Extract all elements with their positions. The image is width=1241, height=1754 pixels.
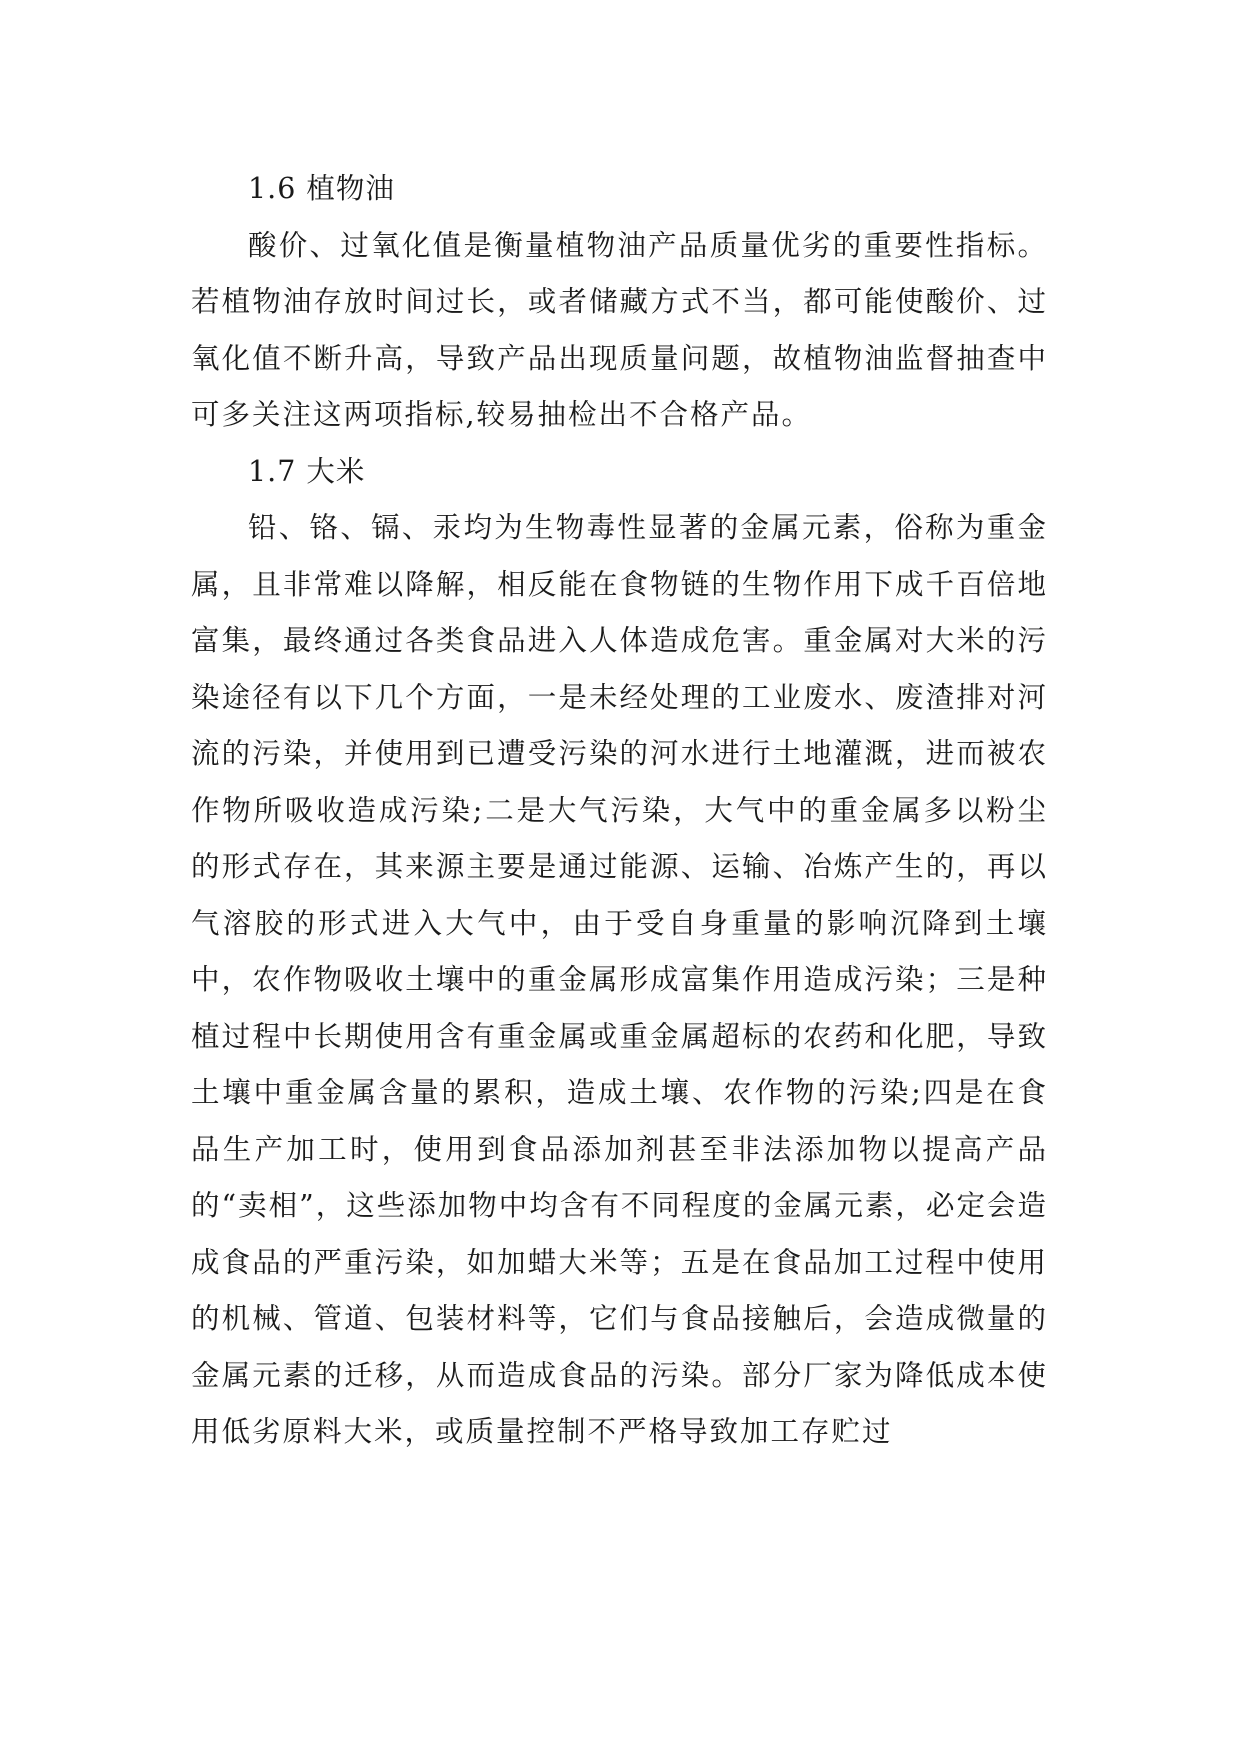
paragraph-rice-heavy-metals: 铅、铬、镉、汞均为生物毒性显著的金属元素，俗称为重金属，且非常难以降解，相反能在食物链的生物作用下成千百倍地富集，最终通过各类食品进入人体造成危害。重金属对大米的污染途径有以下几个方面，一是未经处理的工业废水、废渣排对河流的污染，并使用到已遭受污染的河水进行土地灌溉，进而被农作物所吸收造成污染;二是大气污染，大气中的重金属多以粉尘的形式存在，其来源主要是通过能源、运输、冶炼产生的，再以气溶胶的形式进入大气中，由于受自身重量的影响沉降到土壤中，农作物吸收土壤中的重金属形成富集作用造成污染；三是种植过程中长期使用含有重金属或重金属超标的农药和化肥，导致土壤中重金属含量的累积，造成土壤、农作物的污染;四是在食品生产加工时，使用到食品添加剂甚至非法添加物以提高产品的“卖相”，这些添加物中均含有不同程度的金属元素，必定会造成食品的严重污染，如加蜡大米等；五是在食品加工过程中使用的机械、管道、包装材料等，它们与食品接触后，会造成微量的金属元素的迁移，从而造成食品的污染。部分厂家为降低成本使用低劣原料大米，或质量控制不严格导致加工存贮过: [191, 511, 1048, 1448]
section-heading-rice: 1.7 大米: [248, 454, 366, 488]
document-body: [191, 161, 1048, 1461]
paragraph-vegetable-oil: 酸价、过氧化值是衡量植物油产品质量优劣的重要性指标。若植物油存放时间过长，或者储藏方式不当，都可能使酸价、过氧化值不断升高，导致产品出现质量问题，故植物油监督抽查中可多关注这两项指标,较易抽检出不合格产品。: [191, 228, 1048, 431]
section-heading-vegetable-oil: 1.6 植物油: [248, 172, 395, 205]
